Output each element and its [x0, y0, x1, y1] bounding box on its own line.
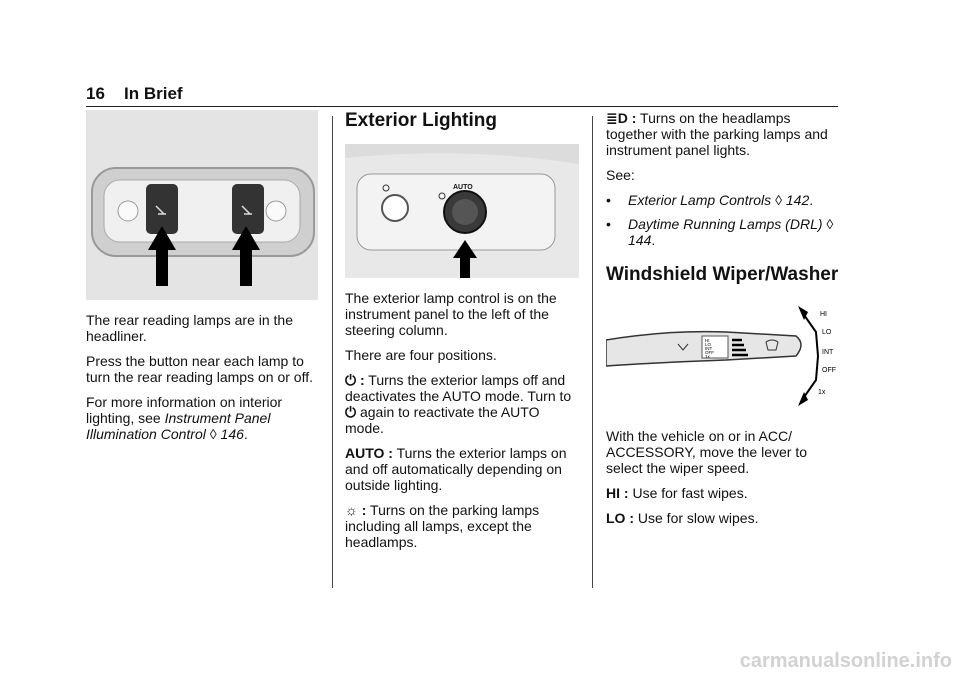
auto-description: Turns the exterior lamps on and off automatically depending on outside lighting. — [345, 445, 567, 493]
interior-lighting-reference — [86, 394, 322, 442]
reference-bullet — [606, 192, 842, 208]
lamp-control-location-text: The exterior lamp control is on the instrument panel to the left of the steering column. — [345, 290, 557, 338]
power-off-icon: ⏻ : — [345, 372, 365, 388]
lever-label: OFF — [705, 350, 714, 355]
hi-setting-text — [606, 485, 842, 501]
see-label: See: — [606, 167, 635, 183]
diagram-auto-label: AUTO — [453, 184, 473, 191]
sentence-end: . — [809, 192, 814, 208]
headlamp-description: Turns on the headlamps together with the parking lamps and instrument panel lights. — [606, 110, 828, 158]
wiper-label: LO — [822, 329, 832, 336]
page-ref-icon: ◊ — [826, 216, 834, 232]
off-position-text — [345, 372, 581, 436]
drl-link[interactable]: Daytime Running Lamps (DRL) — [628, 216, 823, 232]
lever-label: LO — [705, 342, 712, 347]
parking-description: Turns on the parking lamps including all lamps, except the headlamps. — [345, 502, 540, 550]
page-ref-number[interactable]: 144 — [628, 232, 652, 248]
lo-description: Use for slow wipes. — [637, 510, 759, 526]
hi-label: HI : — [606, 485, 629, 501]
lo-setting-text — [606, 510, 842, 526]
wiper-instructions-text: With the vehicle on or in ACC/ ACCESSORY, move the lever to select the wiper speed. — [606, 428, 808, 476]
rear-lamps-button-text: Press the button near each lamp to turn the rear reading lamps on or off. — [86, 353, 313, 385]
page-header — [86, 80, 838, 107]
wiper-label: INT — [822, 349, 834, 356]
off-description: Turns the exterior lamps off and deactivates the AUTO mode. Turn to — [345, 372, 572, 404]
column-divider-2 — [592, 116, 593, 588]
hi-description: Use for fast wipes. — [632, 485, 748, 501]
column-right — [606, 110, 842, 535]
headlamps-text — [606, 110, 842, 158]
watermark: carmanualsonline.info — [739, 650, 952, 672]
column-middle — [345, 110, 581, 559]
bullet-dot: • — [606, 192, 611, 208]
wiper-label: HI — [820, 311, 827, 318]
page-ref-number[interactable]: 142 — [785, 192, 810, 208]
wiper-label: OFF — [822, 367, 836, 374]
wiper-washer-heading: Windshield Wiper/Washer — [606, 264, 839, 285]
section-title: In Brief — [124, 84, 183, 103]
page-ref-number[interactable]: 146 — [220, 426, 244, 442]
lever-label: 1x — [705, 354, 710, 359]
positions-count-text: There are four positions. — [345, 347, 497, 363]
off-description-2: again to reactivate the AUTO mode. — [345, 404, 540, 436]
rear-reading-lamps-image — [86, 110, 318, 300]
column-divider-1 — [332, 116, 333, 588]
page-ref-icon: ◊ — [209, 426, 217, 442]
wiper-lever-image — [606, 296, 840, 416]
power-off-icon-inline: ⏻ — [345, 404, 357, 420]
parking-lamps-icon: ☼ : — [345, 502, 367, 518]
exterior-lamp-controls-link[interactable]: Exterior Lamp Controls — [628, 192, 772, 208]
sentence-end: . — [651, 232, 656, 248]
reference-lead: For more information on interior lighting, see — [86, 394, 283, 426]
lever-label: HI — [705, 338, 710, 343]
lo-label: LO : — [606, 510, 634, 526]
sentence-end: . — [243, 426, 248, 442]
lever-label: INT — [705, 346, 713, 351]
column-left — [86, 110, 322, 451]
wiper-label: 1x — [818, 389, 826, 396]
instrument-panel-illumination-link[interactable]: Instrument Panel Illumination Control — [86, 410, 271, 442]
reference-bullet — [606, 216, 842, 248]
page-number: 16 — [86, 84, 105, 103]
bullet-dot: • — [606, 216, 611, 232]
exterior-lamp-control-image — [345, 144, 579, 278]
headlamp-icon: ≣D : — [606, 110, 637, 126]
auto-position-text — [345, 445, 581, 493]
rear-lamps-location-text: The rear reading lamps are in the headliner. — [86, 312, 293, 344]
page-ref-icon: ◊ — [775, 192, 782, 208]
parking-lamps-text — [345, 502, 581, 550]
auto-label: AUTO : — [345, 445, 393, 461]
exterior-lighting-heading: Exterior Lighting — [345, 110, 497, 131]
